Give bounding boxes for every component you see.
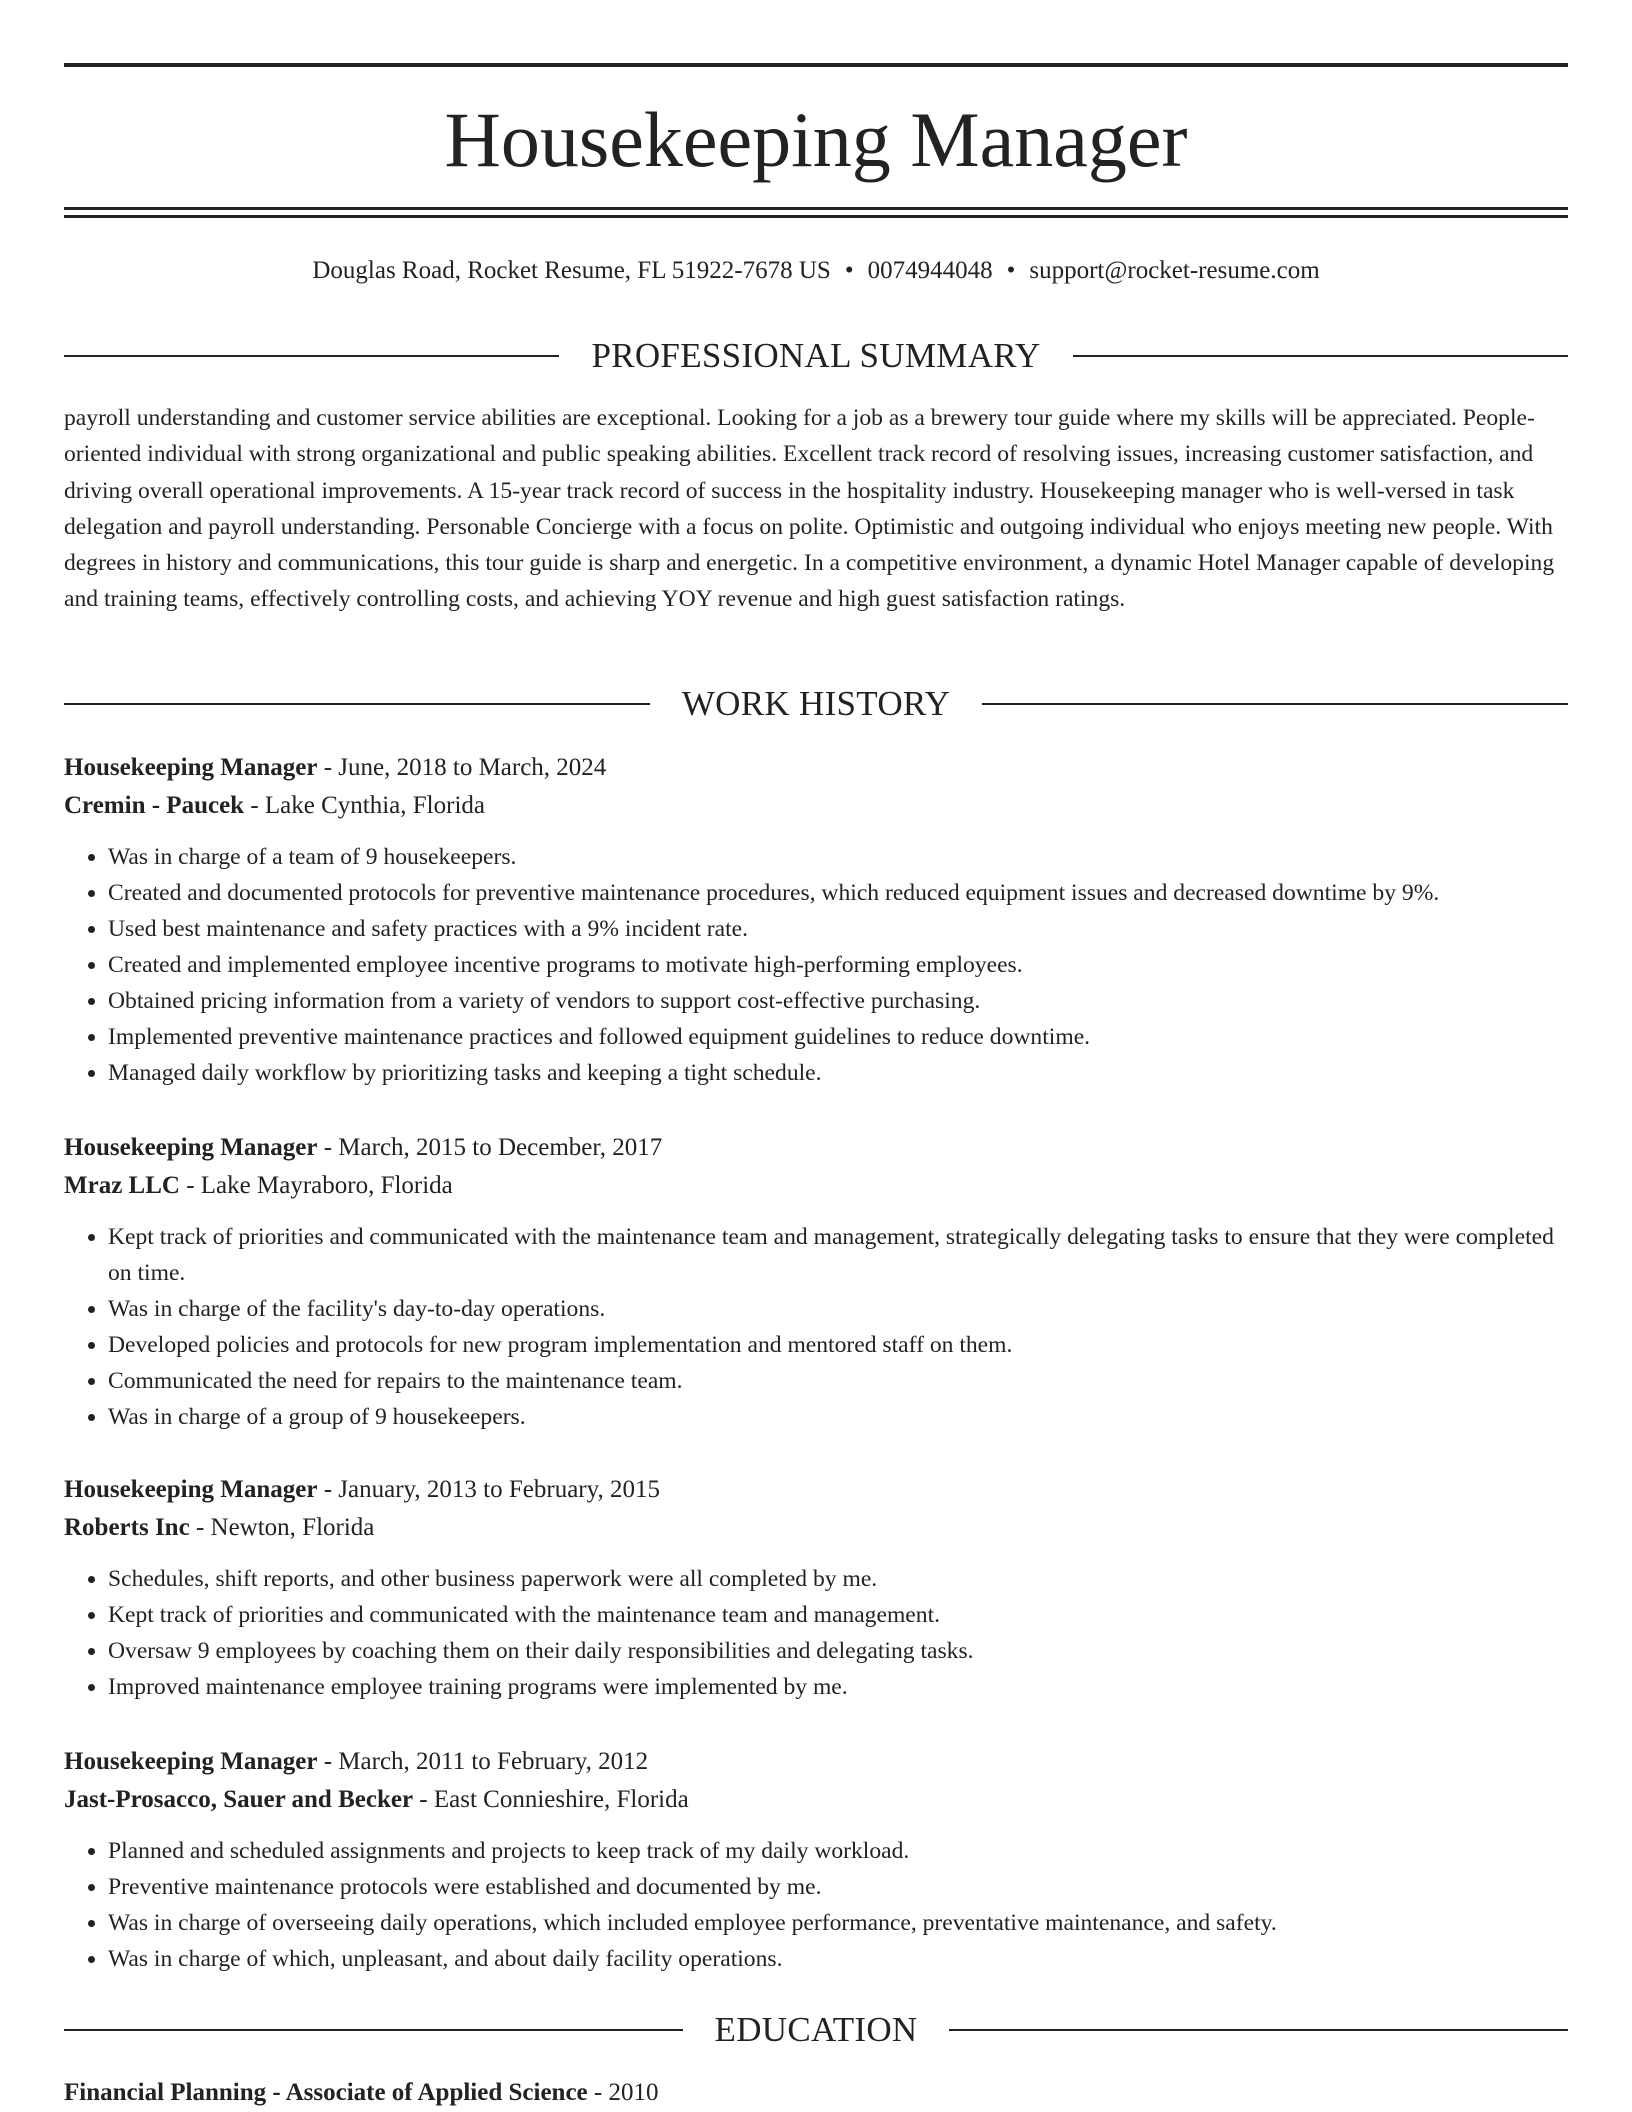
top-rule bbox=[64, 63, 1568, 67]
education-year: - 2010 bbox=[587, 2079, 659, 2106]
job-company-line bbox=[64, 1167, 1568, 1205]
job-title: Housekeeping Manager bbox=[64, 1134, 318, 1161]
job-company: Jast-Prosacco, Sauer and Becker bbox=[64, 1786, 414, 1813]
title-rule-upper bbox=[64, 207, 1568, 210]
contact-line bbox=[64, 254, 1568, 288]
job-bullet: • Used best maintenance and safety practices with a 9% incident rate. bbox=[108, 911, 1568, 947]
contact-separator: • bbox=[1006, 257, 1016, 284]
job-bullets bbox=[64, 1561, 1568, 1705]
job-bullet: • Was in charge of a group of 9 housekeepers. bbox=[108, 1399, 1568, 1435]
job-title-line bbox=[64, 1129, 1568, 1167]
job-bullet: • Managed daily workflow by prioritizing tasks and keeping a tight schedule. bbox=[108, 1055, 1568, 1091]
heading-rule-left bbox=[64, 355, 559, 357]
job-bullet: • Schedules, shift reports, and other business paperwork were all completed by me. bbox=[108, 1561, 1568, 1597]
job-location: - East Connieshire, Florida bbox=[413, 1786, 689, 1813]
education-entry bbox=[64, 2074, 1568, 2112]
section-heading-work bbox=[64, 682, 1568, 726]
job-bullet: • Kept track of priorities and communicated with the maintenance team and management. bbox=[108, 1597, 1568, 1633]
job-bullet: • Was in charge of the facility's day-to-day operations. bbox=[108, 1291, 1568, 1327]
job-title-line bbox=[64, 1743, 1568, 1781]
heading-rule-left bbox=[64, 703, 650, 705]
job-bullet: • Planned and scheduled assignments and projects to keep track of my daily workload. bbox=[108, 1833, 1568, 1869]
contact-address: Douglas Road, Rocket Resume, FL 51922-7678 US bbox=[312, 257, 831, 284]
job-entry bbox=[64, 749, 1568, 1091]
section-heading-summary bbox=[64, 334, 1568, 378]
heading-rule-right bbox=[949, 2029, 1568, 2031]
job-entry bbox=[64, 1743, 1568, 1977]
resume-title: Housekeeping Manager bbox=[444, 96, 1188, 183]
job-location: - Newton, Florida bbox=[189, 1514, 375, 1541]
section-heading-education bbox=[64, 2008, 1568, 2052]
job-bullets bbox=[64, 839, 1568, 1091]
job-company: Roberts Inc bbox=[64, 1514, 190, 1541]
job-company-line bbox=[64, 1509, 1568, 1547]
job-title: Housekeeping Manager bbox=[64, 1476, 318, 1503]
education-degree: Financial Planning - Associate of Applied Science bbox=[64, 2079, 588, 2106]
job-title: Housekeeping Manager bbox=[64, 754, 318, 781]
job-company: Mraz LLC bbox=[64, 1172, 180, 1199]
job-title: Housekeeping Manager bbox=[64, 1748, 318, 1775]
job-location: - Lake Mayraboro, Florida bbox=[179, 1172, 453, 1199]
job-entry bbox=[64, 1471, 1568, 1705]
job-bullet: • Was in charge of which, unpleasant, and about daily facility operations. bbox=[108, 1941, 1568, 1977]
job-bullet: • Was in charge of overseeing daily operations, which included employee performance, preventative maintenance, and safety. bbox=[108, 1905, 1568, 1941]
job-title-line bbox=[64, 749, 1568, 787]
title-rule-lower bbox=[64, 215, 1568, 218]
job-bullet: • Obtained pricing information from a variety of vendors to support cost-effective purchasing. bbox=[108, 983, 1568, 1019]
heading-rule-right bbox=[982, 703, 1568, 705]
job-dates: - January, 2013 to February, 2015 bbox=[317, 1476, 660, 1503]
job-bullet: • Kept track of priorities and communicated with the maintenance team and management, strategically delegating tasks to ensure that they were completed on time. bbox=[108, 1219, 1568, 1291]
contact-phone: 0074944048 bbox=[867, 257, 993, 284]
job-bullet: • Communicated the need for repairs to the maintenance team. bbox=[108, 1363, 1568, 1399]
job-dates: - March, 2015 to December, 2017 bbox=[317, 1134, 663, 1161]
job-company-line bbox=[64, 787, 1568, 825]
job-entry bbox=[64, 1129, 1568, 1435]
job-company-line bbox=[64, 1781, 1568, 1819]
job-title-line bbox=[64, 1471, 1568, 1509]
job-dates: - June, 2018 to March, 2024 bbox=[317, 754, 607, 781]
job-bullets bbox=[64, 1833, 1568, 1977]
job-bullet: • Was in charge of a team of 9 housekeepers. bbox=[108, 839, 1568, 875]
section-title-education: EDUCATION bbox=[714, 2010, 918, 2049]
summary-text: payroll understanding and customer service abilities are exceptional. Looking for a job as a brewery tour guide where my skills will be appreciated. People-oriented individual with strong organizational and public speaking abilities. Excellent track record of resolving issues, increasing customer satisfaction, and driving overall operational improvements. A 15-year track record of success in the hospitality industry. Housekeeping manager who is well-versed in task delegation and payroll understanding. Personable Concierge with a focus on polite. Optimistic and outgoing individual who enjoys meeting new people. With degrees in history and communications, this tour guide is sharp and energetic. In a competitive environment, a dynamic Hotel Manager capable of developing and training teams, effectively controlling costs, and achieving YOY revenue and high guest satisfaction ratings. bbox=[64, 405, 1555, 613]
job-bullet: • Preventive maintenance protocols were established and documented by me. bbox=[108, 1869, 1568, 1905]
contact-separator: • bbox=[844, 257, 854, 284]
section-title-summary: PROFESSIONAL SUMMARY bbox=[591, 336, 1041, 375]
job-bullet: • Created and documented protocols for preventive maintenance procedures, which reduced equipment issues and decreased downtime by 9%. bbox=[108, 875, 1568, 911]
job-company: Cremin - Paucek bbox=[64, 792, 245, 819]
job-bullet: • Oversaw 9 employees by coaching them on their daily responsibilities and delegating tasks. bbox=[108, 1633, 1568, 1669]
section-title-work: WORK HISTORY bbox=[681, 684, 951, 723]
contact-email: support@rocket-resume.com bbox=[1029, 257, 1320, 284]
job-bullet: • Developed policies and protocols for new program implementation and mentored staff on them. bbox=[108, 1327, 1568, 1363]
heading-rule-left bbox=[64, 2029, 683, 2031]
job-bullets bbox=[64, 1219, 1568, 1435]
job-bullet: • Created and implemented employee incentive programs to motivate high-performing employees. bbox=[108, 947, 1568, 983]
job-location: - Lake Cynthia, Florida bbox=[244, 792, 485, 819]
job-dates: - March, 2011 to February, 2012 bbox=[317, 1748, 649, 1775]
job-bullet: • Implemented preventive maintenance practices and followed equipment guidelines to reduce downtime. bbox=[108, 1019, 1568, 1055]
heading-rule-right bbox=[1073, 355, 1568, 357]
job-bullet: • Improved maintenance employee training programs were implemented by me. bbox=[108, 1669, 1568, 1705]
